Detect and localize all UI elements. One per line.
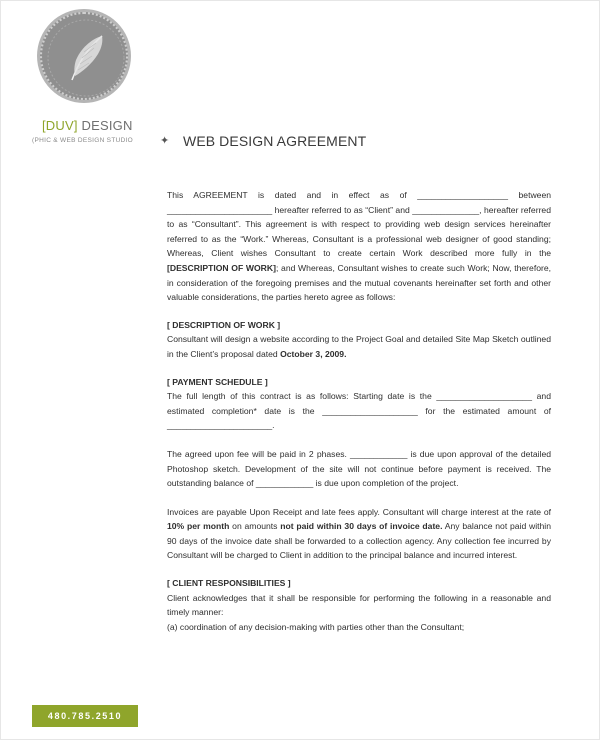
feather-icon [42, 14, 130, 102]
payment-paragraph-2: The agreed upon fee will be paid in 2 phases. ____________ is due upon approval of the detailed Photoshop sketch. Development of the site will not continue before payment is received. The outstanding balance of ____________ is due upon completion of the project. [167, 448, 552, 489]
client-item-a: (a) coordination of any decision-making with parties other than the Consultant; [167, 621, 465, 632]
client-heading: [ CLIENT RESPONSIBILITIES ] [167, 578, 291, 589]
payment-paragraph-3: Invoices are payable Upon Receipt and late fees apply. Consultant will charge interest at the rate of 10% per month on amounts not paid within 30 days of invoice date. Any balance not paid within 90 days of the invoice date shall be forwarded to a collection agency. Any collection fee incurred by Consultant will be charged to Client in addition to the principal balance and incurred interest. [167, 506, 551, 561]
brand-tagline: (PHIC & WEB DESIGN STUDIO [32, 137, 134, 144]
agreement-body [167, 188, 551, 634]
payment-heading: [ PAYMENT SCHEDULE ] [167, 376, 268, 387]
brand-word: DESIGN [81, 118, 133, 133]
description-heading: [ DESCRIPTION OF WORK ] [167, 319, 281, 330]
intro-paragraph: This AGREEMENT is dated and in effect as of ___________________ between ______________________ hereafter referred to as “Client” and ______________, hereafter referred to as “Consultant”. This agreement is with respect to providing web design services hereinafter referred to as the “Work.” Whereas, Consultant is a professional web designer of good standing; Whereas, Client wishes Consultant to create certain Work described more fully in the [DESCRIPTION OF WORK]; and Whereas, Consultant wishes to create such Work; Now, therefore, in consideration of the foregoing premises and the mutual covenants hereinafter set forth and other valuable considerations, the parties hereto agree as follows: [167, 190, 552, 303]
document-title: WEB DESIGN AGREEMENT [183, 133, 367, 149]
phone-bar [32, 705, 138, 727]
phone-number: 480.785.2510 [47, 711, 123, 721]
diamond-icon: ✦ [160, 135, 170, 147]
studio-logo [40, 12, 128, 100]
brand-bracket: [DUV] [42, 118, 78, 133]
brand-name [42, 118, 133, 133]
description-text: Consultant will design a website according to the Project Goal and detailed Site Map Sketch outlined in the Client’s proposal dated October 3, 2009. [167, 334, 551, 359]
payment-paragraph-1: The full length of this contract is as follows: Starting date is the ____________________ and estimated completion* date is the ____________________ for the estimated amount of ______________________. [167, 391, 552, 431]
client-text: Client acknowledges that it shall be responsible for performing the following in a reasonable and timely manner: [167, 592, 551, 618]
